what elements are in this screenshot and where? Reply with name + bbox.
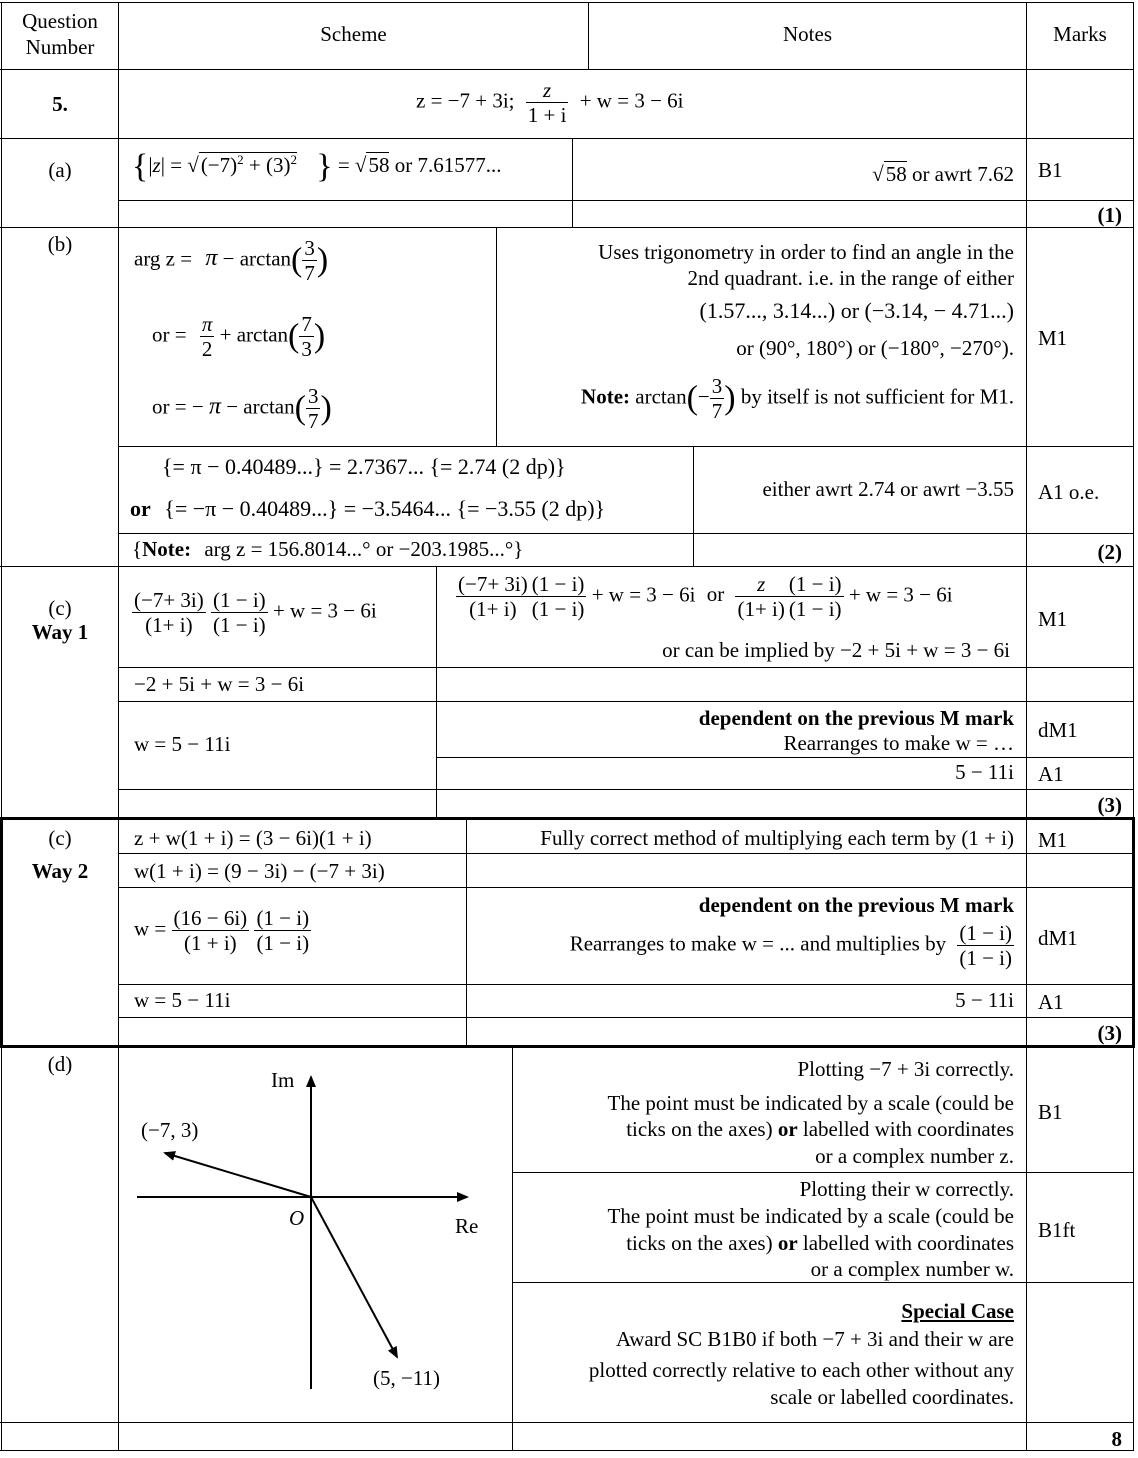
table-border-right <box>1133 2 1134 1451</box>
row-line <box>0 227 1134 228</box>
part-b-scheme-3: or = − π − arctan( $\frac{3}{7}$ ) <box>152 384 332 434</box>
part-d-label: (d) <box>47 1052 73 1076</box>
frac-num: (−7+ 3i) <box>134 588 204 612</box>
part-c1-mark-a1: A1 <box>1038 762 1064 786</box>
col-divider-marks <box>1026 2 1027 1451</box>
scheme-5-text: {= −π − 0.40489...} = −3.5464... {= −3.55 (2 dp)} <box>164 496 606 521</box>
part-c2-mark-a1: A1 <box>1038 990 1064 1014</box>
part-c1-scheme-1 <box>132 588 377 637</box>
scheme-6-text: arg z = 156.8014...° or −203.1985...°} <box>204 537 524 561</box>
frac-num: (1 − i) <box>788 572 842 596</box>
note-bold: Note: <box>142 537 192 561</box>
frac-den: (1 + i) <box>184 931 237 956</box>
part-d-note-1-title: Plotting −7 + 3i correctly. <box>797 1057 1014 1081</box>
frac-7-3 <box>299 312 314 361</box>
row-line <box>118 984 1134 985</box>
note-post: labelled with coordinates <box>802 1231 1014 1255</box>
part-c2-label: (c) <box>48 826 72 850</box>
part-b-scheme-5 <box>130 496 605 521</box>
point-z-label: (−7, 3) <box>141 1118 199 1142</box>
given-frac-num: z <box>526 78 569 103</box>
row-line <box>512 1282 1134 1283</box>
frac-den: (1+ i) <box>145 613 193 638</box>
special-case-2: plotted correctly relative to each other without any <box>588 1358 1014 1382</box>
frac-den: (1+ i) <box>469 597 517 622</box>
special-case-title: Special Case <box>901 1299 1014 1323</box>
part-c2-scheme-3 <box>134 906 311 955</box>
frac-num: (1 − i) <box>256 906 310 930</box>
table-border-bottom <box>0 1450 1134 1451</box>
arg-z-text: arg z = <box>134 246 193 271</box>
part-b-mark-m1: M1 <box>1038 326 1068 350</box>
row-line <box>118 789 1134 790</box>
part-a-mark: B1 <box>1038 158 1063 182</box>
part-b-note-a1: either awrt 2.74 or awrt −3.55 <box>762 477 1014 501</box>
row-line <box>0 69 1134 70</box>
frac-z <box>735 572 786 621</box>
row-line <box>118 533 1134 534</box>
part-c1-mark-dm1: dM1 <box>1038 718 1078 742</box>
pi-symbol: π <box>208 393 221 420</box>
part-b-scheme-1: arg z = π − arctan( $\frac{3}{7}$ ) <box>134 236 329 286</box>
note-bold: or <box>777 1231 798 1255</box>
minus-arctan: − arctan <box>222 246 292 271</box>
frac-num: (−7+ 3i) <box>458 572 528 596</box>
way2-box-left <box>0 817 3 1048</box>
part-c1-note-1 <box>456 572 953 621</box>
part-d-note-2-title: Plotting their w correctly. <box>799 1177 1014 1201</box>
col-divider-a <box>572 138 573 227</box>
row-line <box>0 566 1134 567</box>
given-equation <box>416 78 684 127</box>
given-fraction <box>526 78 569 127</box>
part-a-scheme-suffix: or 7.61577... <box>394 152 502 177</box>
row-line <box>118 887 1134 888</box>
row-line <box>0 1422 1134 1423</box>
plus-arctan: + arctan <box>219 322 289 347</box>
note-bold: Note: <box>581 384 631 409</box>
given-left: z = −7 + 3i; <box>416 88 515 113</box>
part-c2-note-3-bold: dependent on the previous M mark <box>698 893 1014 917</box>
part-d-mark-b1ft: B1ft <box>1038 1218 1076 1242</box>
part-b-scheme-6: {Note: arg z = 156.8014...° or −203.1985...°} <box>132 537 524 561</box>
part-c2-note-1: Fully correct method of multiplying each term by (1 + i) <box>540 826 1014 850</box>
header-question-l2: Number <box>25 35 95 60</box>
part-b-note-2: 2nd quadrant. i.e. in the range of either <box>687 266 1014 290</box>
frac-num: 3 <box>307 384 319 408</box>
part-a-note: √58 or awrt 7.62 <box>872 162 1014 186</box>
special-case-3: scale or labelled coordinates. <box>770 1385 1014 1409</box>
scheme-right: + w = 3 − 6i <box>272 598 377 623</box>
part-a-scheme: {$|z| = √(-7)^2 + (3)^2$ } = √58 or 7.61577... <box>132 148 502 185</box>
frac-w2 <box>172 906 250 955</box>
row-line <box>118 853 1134 854</box>
col-divider-d <box>512 1048 513 1451</box>
header-marks: Marks <box>1053 22 1107 46</box>
part-c2-total: (3) <box>1097 1021 1122 1045</box>
part-c1-total: (3) <box>1097 793 1122 817</box>
part-b-mark-a1: A1 o.e. <box>1038 480 1100 504</box>
note-1a: + w = 3 − 6i <box>591 582 696 607</box>
given-right: + w = 3 − 6i <box>579 88 684 113</box>
note-pre: ticks on the axes) <box>626 1117 773 1141</box>
part-a-note-suffix: or awrt 7.62 <box>911 162 1014 186</box>
col-divider-c1 <box>436 566 437 818</box>
part-d-note-1-c: or a complex number z. <box>815 1144 1014 1168</box>
frac-den: (1 − i) <box>959 946 1012 971</box>
argand-diagram <box>119 1049 511 1421</box>
header-notes: Notes <box>783 22 832 46</box>
frac-den: (1 − i) <box>256 931 310 956</box>
row-line <box>436 757 1134 758</box>
frac-1mi <box>254 906 311 955</box>
way2-box-bottom <box>0 1045 1135 1048</box>
part-c2-scheme-4: w = 5 − 11i <box>134 988 231 1012</box>
frac-num: z <box>735 572 786 597</box>
row-line <box>118 667 1134 668</box>
pi-symbol: π <box>205 245 218 272</box>
part-c2-note-4: 5 − 11i <box>955 988 1014 1012</box>
frac-den: (1 − i) <box>531 597 585 622</box>
header-scheme: Scheme <box>320 22 387 46</box>
or-eq: or = <box>152 322 187 347</box>
w-prefix: w = <box>134 916 167 941</box>
col-divider-b1 <box>496 227 497 446</box>
frac-1mi <box>787 572 844 621</box>
note-1-or: or <box>706 582 725 607</box>
or-bold: or <box>130 496 151 521</box>
note-post: labelled with coordinates <box>802 1117 1014 1141</box>
frac-3-7 <box>302 236 317 285</box>
part-b-note-3: (1.57..., 3.14...) or (−3.14, − 4.71...) <box>699 298 1014 323</box>
given-frac-den: 1 + i <box>527 103 567 128</box>
part-d-note-1-b <box>516 1117 1014 1141</box>
point-w-label: (5, −11) <box>373 1366 441 1390</box>
minus-sign: − <box>697 384 710 409</box>
row-line <box>118 1017 1134 1018</box>
row-line <box>118 701 1134 702</box>
part-c1-label: (c) <box>48 596 72 620</box>
frac-c <box>132 588 206 637</box>
part-b-note-4: or (90°, 180°) or (−180°, −270°). <box>736 336 1014 360</box>
part-c1-mark-m1: M1 <box>1038 607 1068 631</box>
note-rest: by itself is not sufficient for M1. <box>740 384 1014 409</box>
frac-num: 3 <box>304 236 315 260</box>
note-bold: or <box>777 1117 798 1141</box>
im-label: Im <box>271 1068 295 1092</box>
frac-num: π <box>201 312 213 336</box>
origin-label: O <box>289 1206 305 1230</box>
part-d-note-2-b <box>516 1231 1014 1255</box>
part-c1-note-4: 5 − 11i <box>955 760 1014 784</box>
way2-box-top <box>0 817 1135 820</box>
frac-den: 7 <box>304 261 315 286</box>
part-c1-note-3: Rearranges to make w = … <box>783 731 1014 755</box>
note-1b: + w = 3 − 6i <box>848 582 953 607</box>
part-b-scheme-4: {= π − 0.40489...} = 2.7367... {= 2.74 (2 dp)} <box>162 454 566 479</box>
part-c1-scheme-3: w = 5 − 11i <box>134 732 231 756</box>
or-eq-minus: or = − <box>152 394 204 419</box>
special-case-1: Award SC B1B0 if both −7 + 3i and their w are <box>616 1327 1014 1351</box>
col-divider-c2 <box>466 818 467 1048</box>
re-label: Re <box>455 1214 479 1238</box>
row-line <box>512 1172 1134 1173</box>
part-b-total: (2) <box>1097 540 1122 564</box>
frac-num: (1 − i) <box>959 921 1012 945</box>
part-a-label: (a) <box>48 158 72 182</box>
row-line <box>118 446 1134 447</box>
frac-den: (1 − i) <box>213 613 266 638</box>
part-a-total: (1) <box>1097 203 1122 227</box>
header-question-number <box>2 8 118 61</box>
part-b-note-5: Note: arctan(− $\frac{3}{7}$ ) by itself is not sufficient for M1. <box>581 374 1014 424</box>
note-pre: ticks on the axes) <box>626 1231 773 1255</box>
frac-num: (1 − i) <box>213 588 266 612</box>
frac-den: (1+ i) <box>737 597 785 622</box>
part-c1-scheme-2: −2 + 5i + w = 3 − 6i <box>134 672 305 696</box>
frac-1mi <box>211 588 268 637</box>
part-b-scheme-2: or = $\frac{\pi}{2}$ + arctan( $\frac{7}{3}$ ) <box>152 312 326 362</box>
part-c1-way: Way 1 <box>31 620 89 644</box>
part-c2-mark-dm1: dM1 <box>1038 926 1078 950</box>
part-c1-note-3-bold: dependent on the previous M mark <box>698 706 1014 730</box>
frac-1mi <box>530 572 587 621</box>
part-b-note-1: Uses trigonometry in order to find an angle in the <box>598 240 1014 264</box>
part-c2-scheme-2: w(1 + i) = (9 − 3i) − (−7 + 3i) <box>134 859 385 883</box>
part-d-mark-b1: B1 <box>1038 1100 1063 1124</box>
frac-1mi <box>957 921 1014 970</box>
frac-pi-2 <box>200 312 215 361</box>
frac-3-7 <box>710 374 725 423</box>
vector-w <box>311 1197 397 1357</box>
frac-den: 7 <box>307 409 319 434</box>
part-d-note-2-c: or a complex number w. <box>810 1257 1014 1281</box>
part-c2-mark-m1: M1 <box>1038 828 1068 852</box>
col-divider-b2 <box>693 446 694 566</box>
part-c2-way: Way 2 <box>31 859 89 883</box>
frac-num: (16 − 6i) <box>173 906 248 930</box>
part-b-label: (b) <box>47 232 73 256</box>
header-question-l1: Question <box>22 9 98 33</box>
frac-den: 3 <box>301 337 312 362</box>
frac-den: 2 <box>201 337 213 362</box>
frac-num: (1 − i) <box>531 572 585 596</box>
arctan-text: arctan <box>635 384 687 409</box>
table-border-top <box>0 2 1134 3</box>
question-number: 5. <box>52 92 68 116</box>
frac-den: (1 − i) <box>788 597 842 622</box>
frac-den: 7 <box>711 399 723 424</box>
table-border-left <box>1 2 2 1451</box>
part-c2-note-3 <box>470 921 1014 970</box>
row-line <box>0 138 1134 139</box>
part-c1-note-2: or can be implied by −2 + 5i + w = 3 − 6i <box>662 638 1010 662</box>
note-3-text: Rearranges to make w = ... and multiplies by <box>569 931 947 956</box>
minus-arctan: − arctan <box>226 394 295 419</box>
row-line <box>118 200 1134 201</box>
part-d-note-1-a: The point must be indicated by a scale (could be <box>607 1091 1014 1115</box>
way2-box-right <box>1132 817 1135 1048</box>
vector-z <box>165 1153 311 1197</box>
part-d-note-2-a: The point must be indicated by a scale (could be <box>607 1204 1014 1228</box>
frac-num: 7 <box>301 312 312 336</box>
frac-c <box>456 572 530 621</box>
part-c2-scheme-1: z + w(1 + i) = (3 − 6i)(1 + i) <box>134 826 372 850</box>
frac-num: 3 <box>711 374 723 398</box>
total-marks: 8 <box>1111 1427 1122 1451</box>
frac-3-7 <box>306 384 321 433</box>
